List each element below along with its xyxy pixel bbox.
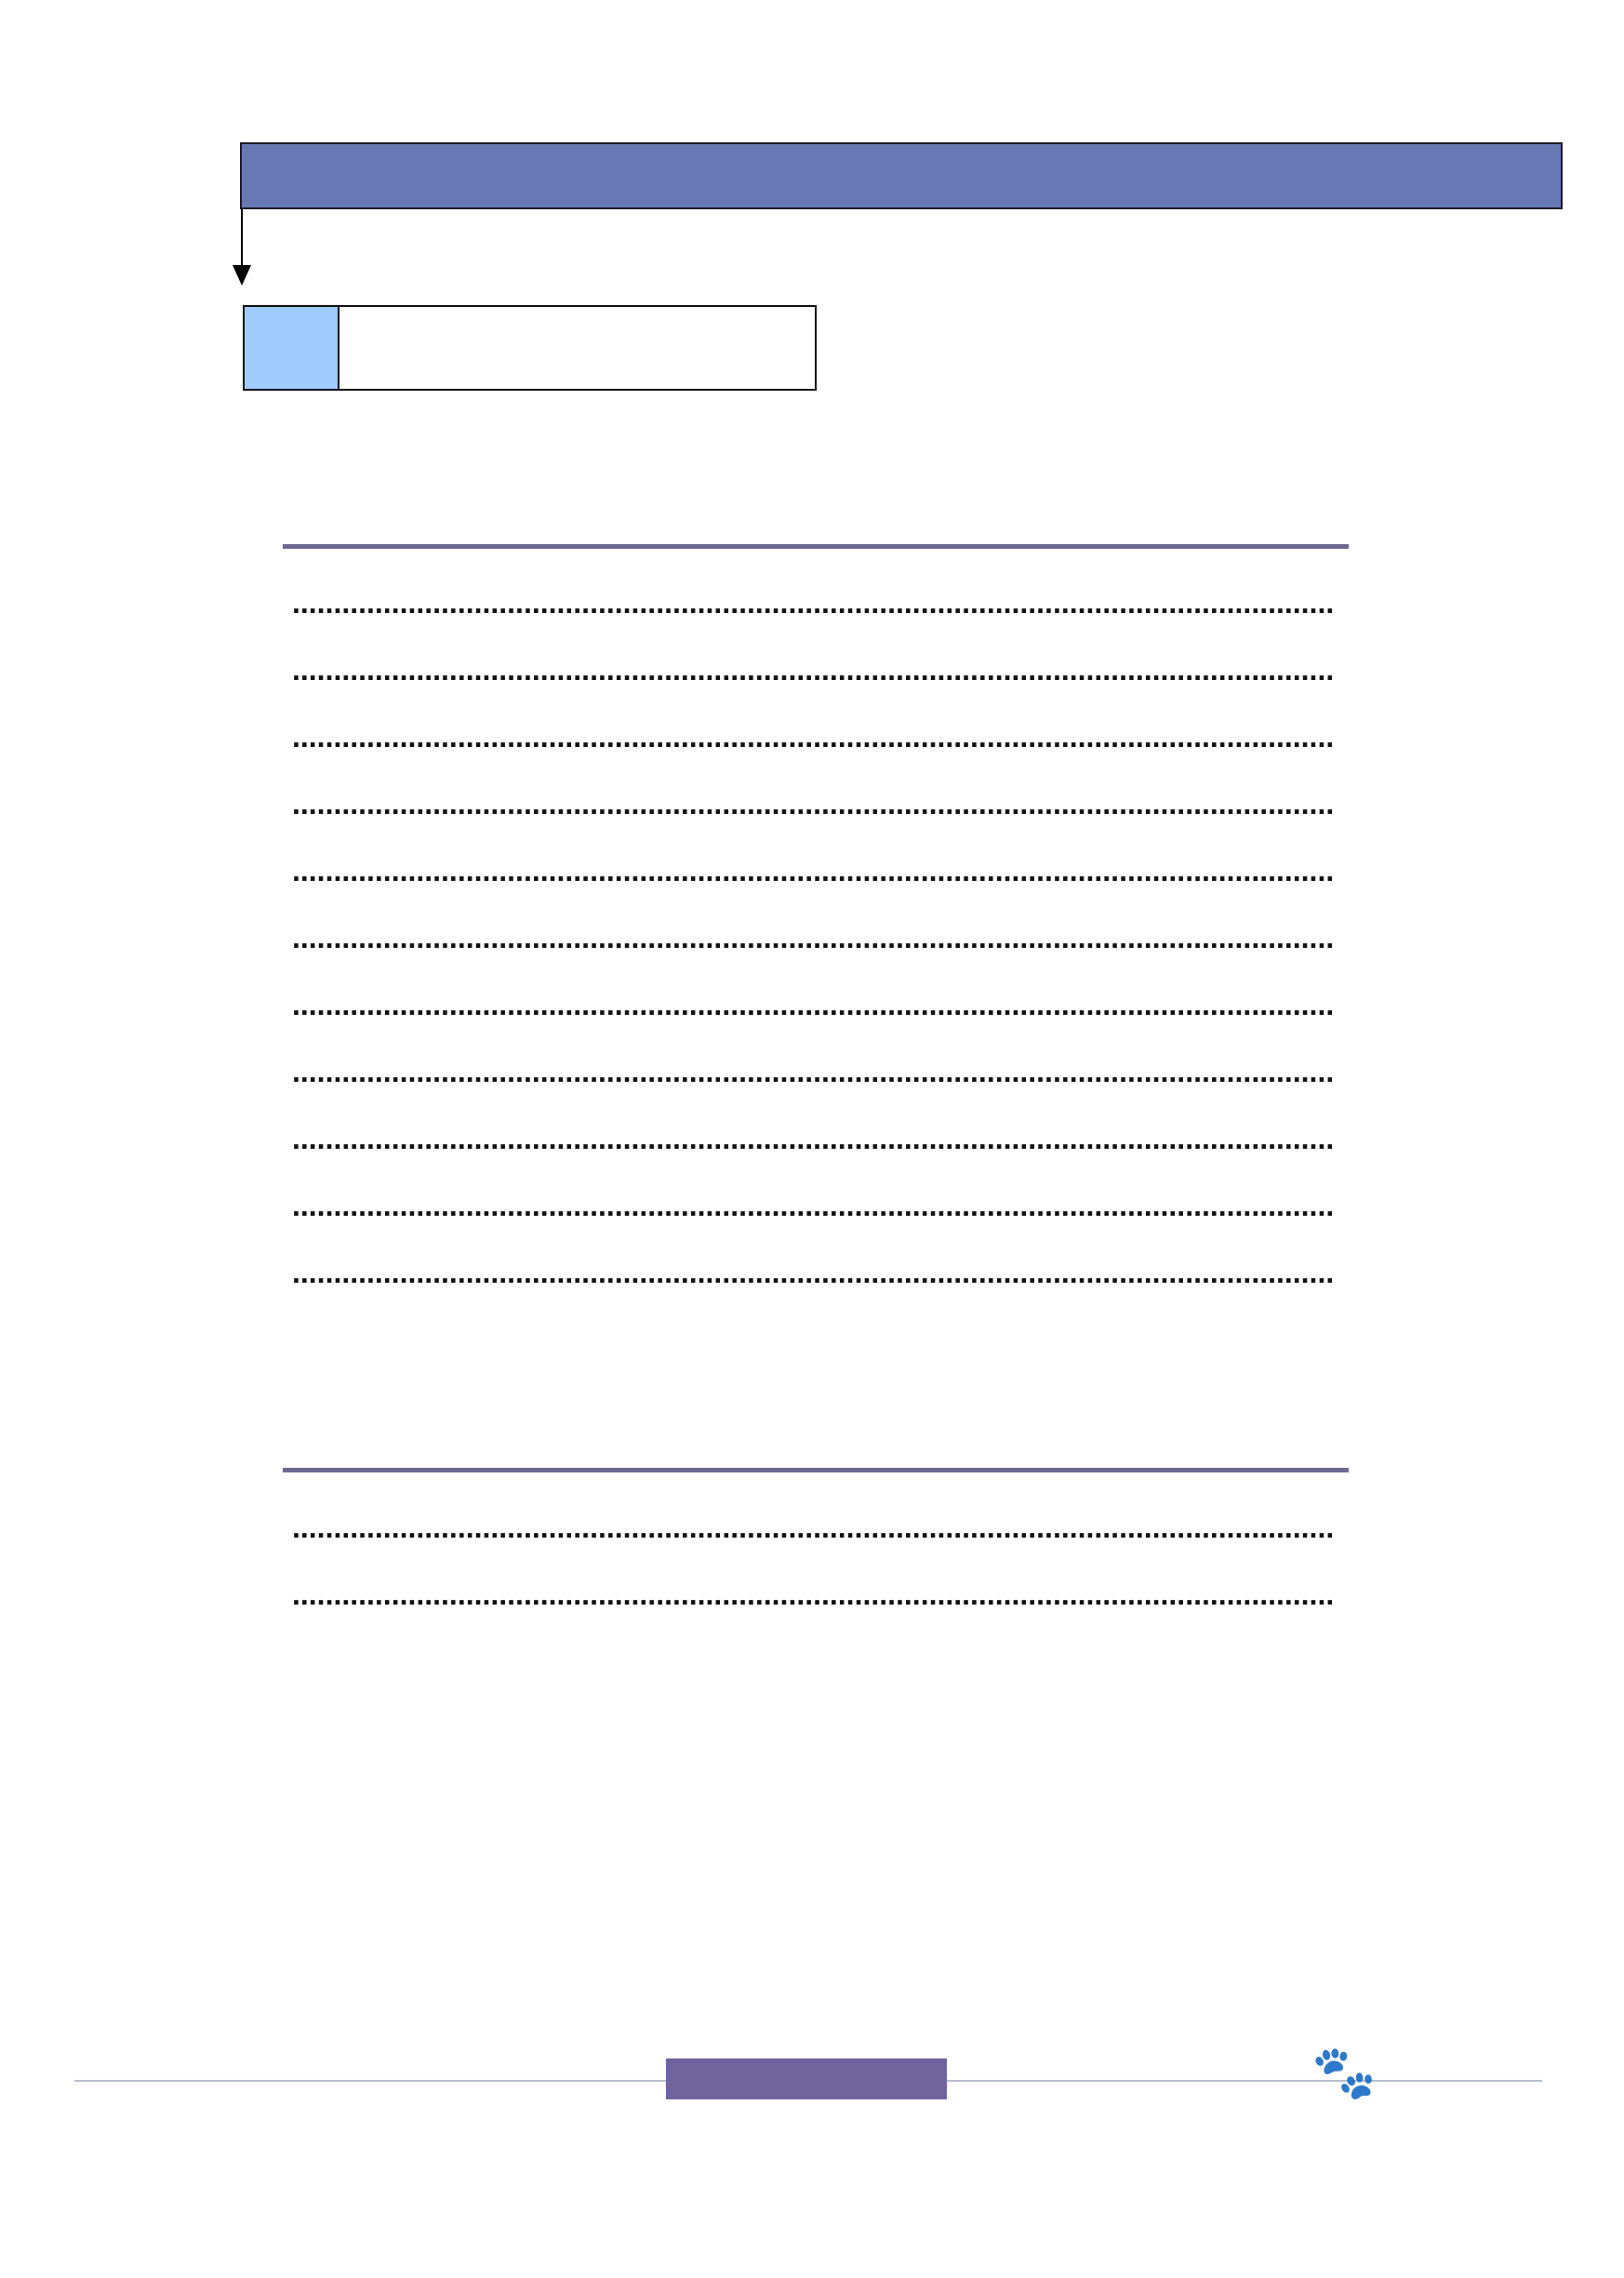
toc-entry[interactable] (288, 653, 1339, 694)
toc-dot-leader (292, 653, 1336, 687)
toc-dot-leader (292, 1189, 1336, 1223)
toc-dot-leader (292, 988, 1336, 1022)
toc-dot-leader (292, 720, 1336, 754)
toc-entry[interactable] (288, 1511, 1339, 1552)
section-divider (283, 544, 1349, 549)
toc-entry[interactable] (288, 988, 1339, 1029)
toc-entry[interactable] (288, 1055, 1339, 1096)
toc-entry[interactable] (288, 921, 1339, 962)
toc-dot-leader (292, 854, 1336, 888)
toc-dot-leader (292, 1511, 1336, 1545)
toc-dot-leader (292, 586, 1336, 620)
page-number (666, 2058, 947, 2099)
header-bar (240, 142, 1563, 209)
toc-entry[interactable] (288, 586, 1339, 627)
toc-entry[interactable] (288, 720, 1339, 761)
toc-dot-leader (292, 787, 1336, 821)
toc-dot-leader (292, 1122, 1336, 1156)
toc-dot-leader (292, 1055, 1336, 1089)
toc-entry[interactable] (288, 1256, 1339, 1297)
arrow-down-icon (241, 209, 243, 267)
watermark (1149, 2042, 1539, 2218)
paw-icon: 🐾 (1311, 2043, 1377, 2101)
toc-dot-leader (292, 1578, 1336, 1612)
toc-entry[interactable] (288, 854, 1339, 895)
toc-dot-leader (292, 1256, 1336, 1290)
title-color-swatch (245, 307, 339, 389)
toc-entry[interactable] (288, 1189, 1339, 1230)
page-title-box (243, 305, 817, 391)
toc-entry[interactable] (288, 1578, 1339, 1619)
arrow-head-icon (233, 265, 251, 286)
toc-dot-leader (292, 921, 1336, 955)
section-divider (283, 1468, 1349, 1472)
toc-entry[interactable] (288, 787, 1339, 828)
toc-entry[interactable] (288, 1122, 1339, 1163)
